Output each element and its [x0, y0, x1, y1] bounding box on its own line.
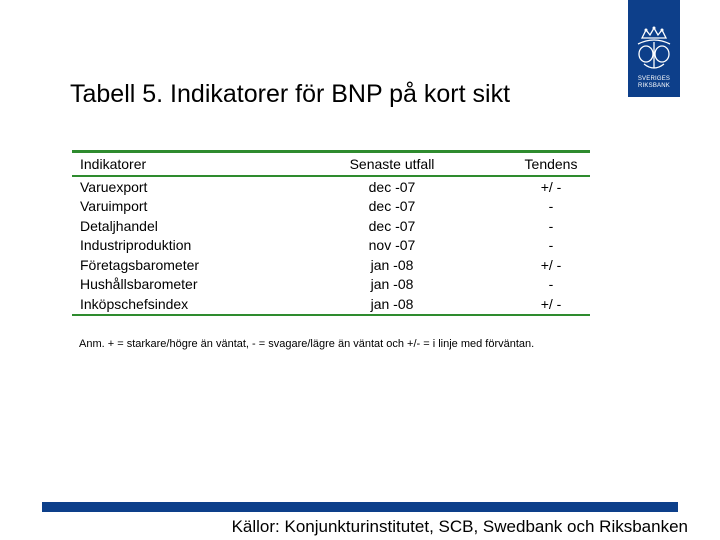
cell-indicator: Företagsbarometer — [80, 256, 200, 273]
header-tendens: Tendens — [524, 156, 578, 172]
header-senaste-utfall: Senaste utfall — [349, 156, 435, 172]
slide-title: Tabell 5. Indikatorer för BNP på kort sikt — [70, 80, 511, 108]
cell-indicator: Hushållsbarometer — [80, 276, 198, 293]
indicator-table — [72, 150, 590, 316]
cell-latest: jan -08 — [370, 276, 414, 293]
logo-text-line2: RIKSBANK — [638, 83, 670, 89]
source-text: Källor: Konjunkturinstitutet, SCB, Swedbank och Riksbanken — [231, 517, 688, 536]
cell-trend: - — [548, 198, 554, 215]
cell-latest: dec -07 — [368, 198, 416, 215]
cell-indicator: Inköpschefsindex — [80, 295, 189, 312]
cell-indicator: Detaljhandel — [80, 217, 158, 234]
table-row — [72, 197, 590, 217]
table-row — [72, 177, 590, 197]
cell-latest: nov -07 — [368, 237, 416, 254]
cell-trend: +/ - — [540, 256, 562, 273]
riksbank-logo — [628, 0, 680, 97]
table-row — [72, 275, 590, 295]
table-row — [72, 255, 590, 275]
cell-latest: jan -08 — [370, 256, 414, 273]
cell-trend: - — [548, 276, 554, 293]
table-row — [72, 216, 590, 236]
cell-indicator: Varuexport — [80, 178, 148, 195]
cell-trend: - — [548, 237, 554, 254]
cell-indicator: Industriproduktion — [80, 237, 192, 254]
table-rule-bottom — [72, 314, 590, 316]
crown-emblem-icon — [628, 0, 680, 76]
cell-trend: - — [548, 217, 554, 234]
table-header-row — [72, 153, 590, 175]
cell-latest: dec -07 — [368, 217, 416, 234]
cell-indicator: Varuimport — [80, 198, 148, 215]
table-note: Anm. + = starkare/högre än väntat, - = svagare/lägre än väntat och +/- = i linje med förväntan. — [79, 338, 535, 350]
cell-trend: +/ - — [540, 295, 562, 312]
table-row — [72, 236, 590, 256]
cell-latest: dec -07 — [368, 178, 416, 195]
cell-latest: jan -08 — [370, 295, 414, 312]
table-row — [72, 294, 590, 314]
footer-bar — [42, 502, 678, 512]
cell-trend: +/ - — [540, 178, 562, 195]
logo-text-line1: SVERIGES — [637, 76, 671, 82]
header-indikatorer: Indikatorer — [80, 156, 147, 172]
